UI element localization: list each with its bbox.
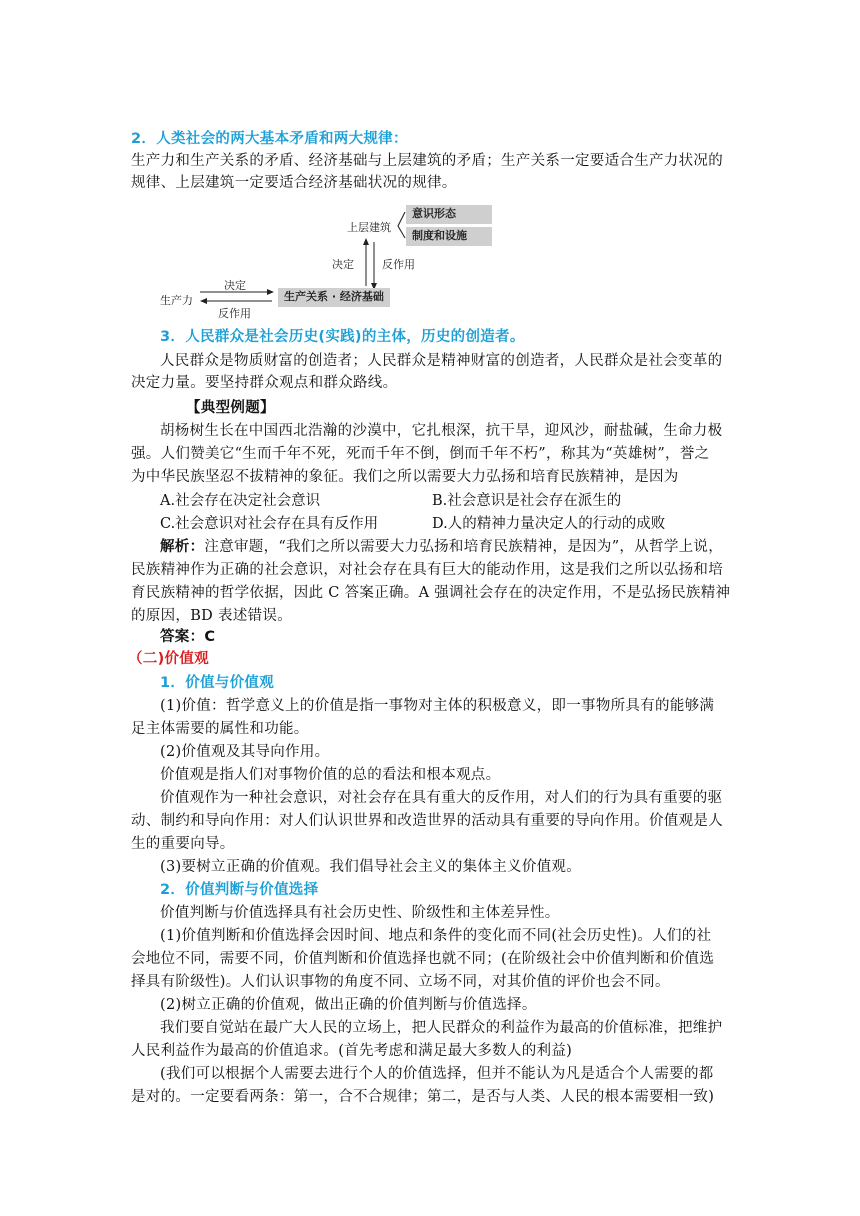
paragraph-line: (2)树立正确的价值观，做出正确的价值判断与价值选择。: [160, 997, 537, 1013]
paragraph-line: (2)价值观及其导向作用。: [160, 744, 330, 760]
answer-label: 答案：: [160, 629, 205, 645]
paragraph-line: 胡杨树生长在中国西北浩瀚的沙漠中，它扎根深，抗干旱，迎风沙，耐盐碱，生命力极: [160, 423, 723, 439]
react-vertical-label: 反作用: [382, 258, 415, 271]
answer-line: [160, 626, 215, 648]
paragraph-line: 的原因，BD 表述错误。: [131, 608, 292, 624]
productive-forces-label: 生产力: [160, 294, 193, 307]
paragraph-line: 规律、上层建筑一定要适合经济基础状况的规律。: [131, 175, 457, 191]
base-superstructure-diagram: [160, 200, 500, 320]
paragraph-line: 会地位不同，需要不同，价值判断和价值选择也就不同；(在阶级社会中价值判断和价值选: [131, 951, 715, 967]
paragraph-line: 决定力量。要坚持群众观点和群众路线。: [131, 375, 398, 391]
paragraph-line: 价值观作为一种社会意识，对社会存在具有重大的反作用，对人们的行为具有重要的驱: [160, 790, 723, 806]
analysis-text: 注意审题，“我们之所以需要大力弘扬和培育民族精神，是因为”，从哲学上说，: [204, 539, 724, 555]
analysis-line: [160, 536, 723, 558]
paragraph-line: 是对的。一定要看两条：第一，合不合规律；第二，是否与人类、人民的根本需要相一致): [131, 1089, 715, 1105]
paragraph-line: 人民群众是物质财富的创造者；人民群众是精神财富的创造者，人民群众是社会变革的: [160, 353, 723, 369]
paragraph-line: 强。人们赞美它“生而千年不死，死而千年不倒，倒而千年不朽”，称其为“英雄树”，誉之: [131, 446, 710, 462]
option-d: D.人的精神力量决定人的行动的成败: [432, 516, 666, 532]
ideology-box: 意识形态: [406, 205, 492, 224]
section-heading: 3．人民群众是社会历史(实践)的主体，历史的创造者。: [160, 329, 525, 345]
react-horizontal-label: 反作用: [218, 307, 251, 320]
option-a: A.社会存在决定社会意识: [160, 493, 321, 509]
paragraph-line: (1)价值：哲学意义上的价值是指一事物对主体的积极意义，即一事物所具有的能够满: [160, 698, 715, 714]
economic-base-box: 生产关系 · 经济基础: [278, 288, 390, 307]
option-b: B.社会意识是社会存在派生的: [432, 493, 622, 509]
paragraph-line: (3)要树立正确的价值观。我们倡导社会主义的集体主义价值观。: [160, 859, 582, 875]
option-c: C.社会意识对社会存在具有反作用: [160, 516, 379, 532]
paragraph-line: 为中华民族坚忍不拔精神的象征。我们之所以需要大力弘扬和培育民族精神，是因为: [131, 469, 679, 485]
paragraph-line: 生产力和生产关系的矛盾、经济基础与上层建筑的矛盾；生产关系一定要适合生产力状况的: [131, 153, 723, 169]
paragraph-line: 动、制约和导向作用：对人们认识世界和改造世界的活动具有重要的导向作用。价值观是人: [131, 813, 723, 829]
paragraph-line: 人民利益作为最高的价值追求。(首先考虑和满足最大多数人的利益): [131, 1043, 573, 1059]
answer-value: C: [204, 629, 216, 645]
decide-vertical-label: 决定: [332, 258, 354, 271]
paragraph-line: 价值判断与价值选择具有社会历史性、阶级性和主体差异性。: [160, 905, 560, 921]
section-heading: 2．人类社会的两大基本矛盾和两大规律：: [131, 131, 408, 147]
analysis-label: 解析：: [160, 539, 205, 555]
paragraph-line: 民族精神作为正确的社会意识，对社会存在具有巨大的能动作用，这是我们之所以弘扬和培: [131, 562, 723, 578]
subsection-heading: 2．价值判断与价值选择: [160, 882, 319, 898]
paragraph-line: 择具有阶级性)。人们认识事物的角度不同、立场不同，对其价值的评价也会不同。: [131, 974, 670, 990]
paragraph-line: (我们可以根据个人需要去进行个人的价值选择，但并不能认为凡是适合个人需要的都: [160, 1066, 714, 1082]
subsection-heading: 1．价值与价值观: [160, 675, 274, 691]
paragraph-line: 足主体需要的属性和功能。: [131, 721, 309, 737]
part-heading: （二)价值观: [128, 651, 209, 667]
institutions-box: 制度和设施: [406, 227, 492, 246]
paragraph-line: (1)价值判断和价值选择会因时间、地点和条件的变化而不同(社会历史性)。人们的社: [160, 928, 712, 944]
paragraph-line: 育民族精神的哲学依据，因此 C 答案正确。A 强调社会存在的决定作用，不是弘扬民族精神: [131, 585, 731, 601]
decide-horizontal-label: 决定: [224, 279, 246, 292]
example-heading: 【典型例题】: [186, 400, 275, 416]
paragraph-line: 我们要自觉站在最广大人民的立场上，把人民群众的利益作为最高的价值标准，把维护: [160, 1020, 723, 1036]
superstructure-label: 上层建筑: [347, 221, 391, 234]
paragraph-line: 生的重要向导。: [131, 836, 235, 852]
paragraph-line: 价值观是指人们对事物价值的总的看法和根本观点。: [160, 767, 501, 783]
